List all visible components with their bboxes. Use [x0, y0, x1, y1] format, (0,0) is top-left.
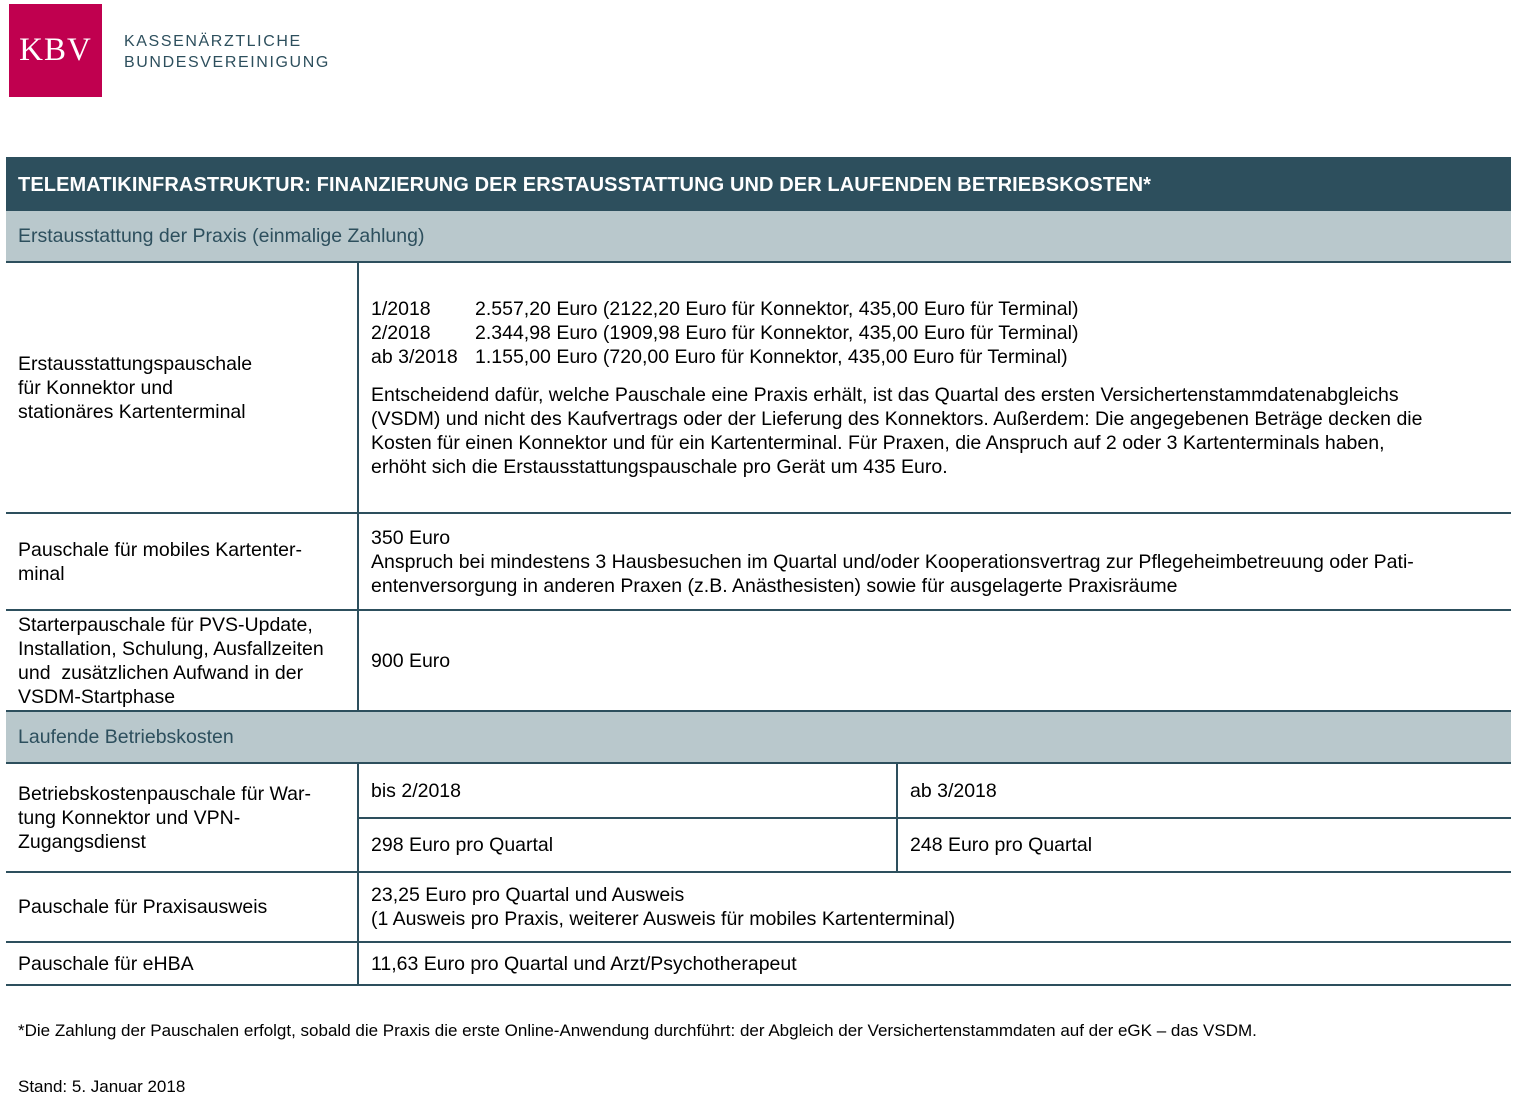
footnote: *Die Zahlung der Pauschalen erfolgt, sobald die Praxis die erste Online-Anwendung durchführt: der Abgleich der Versichertenstammdaten auf der eGK – das VSDM. [18, 1021, 1257, 1040]
erstausstattung-note: Entscheidend dafür, welche Pauschale eine Praxis erhält, ist das Quartal des ersten Versichertenstammdatenabgleichs (VSDM) und nicht des Kaufvertrags oder der Lieferung des Konnektors. Außerdem: Die angegebenen Beträge decken die Kosten für einen Konnektor und für ein Kartenterminal. Für Praxen, die Anspruch auf 2 oder 3 Kartenterminals haben, erhöht sich die Erstausstattungspauschale pro Gerät um 435 Euro. [371, 383, 1423, 478]
tariff-period: 2/2018 [371, 321, 431, 344]
row-content: 350 Euro Anspruch bei mindestens 3 Hausbesuchen im Quartal und/oder Kooperationsvertrag zur Pflegeheimbetreuung oder Pati- entenversorgung in anderen Praxen (z.B. Anästhesisten) sowie für ausgelagerte Praxisräume [358, 513, 1511, 610]
kbv-logo-mark: KBV [9, 4, 102, 97]
tariff-amount: 2.344,98 Euro (1909,98 Euro für Konnektor, 435,00 Euro für Terminal) [475, 321, 1079, 344]
tariff-period: ab 3/2018 [371, 345, 458, 368]
tariff-amount: 2.557,20 Euro (2122,20 Euro für Konnektor, 435,00 Euro für Terminal) [475, 297, 1079, 320]
table-row [6, 872, 1511, 942]
kbv-logo [9, 4, 330, 97]
table-row [6, 262, 1511, 513]
row-content [358, 262, 1511, 513]
row-label: Pauschale für eHBA [6, 942, 358, 985]
tariff-period: 1/2018 [371, 297, 431, 320]
tariff-line [371, 297, 1499, 321]
stand-date: Stand: 5. Januar 2018 [18, 1077, 186, 1096]
section-title-betriebskosten: Laufende Betriebskosten [6, 711, 1511, 763]
table-row [6, 763, 1511, 818]
financing-table [6, 157, 1511, 986]
row-label: Starterpauschale für PVS-Update, Installation, Schulung, Ausfallzeiten und zusätzlichen Aufwand in der VSDM-Startphase [6, 610, 358, 711]
row-content: 11,63 Euro pro Quartal und Arzt/Psychotherapeut [358, 942, 1511, 985]
table-row [6, 513, 1511, 610]
logo-line-2: BUNDESVEREINIGUNG [124, 53, 330, 71]
row-label: Betriebskostenpauschale für War- tung Konnektor und VPN- Zugangsdienst [6, 763, 358, 872]
table-row [6, 610, 1511, 711]
row-content: 23,25 Euro pro Quartal und Ausweis (1 Ausweis pro Praxis, weiterer Ausweis für mobiles Kartenterminal) [358, 872, 1511, 942]
section-title-erstausstattung: Erstausstattung der Praxis (einmalige Zahlung) [6, 210, 1511, 262]
row-content: 900 Euro [358, 610, 1511, 711]
row-label: Pauschale für Praxisausweis [6, 872, 358, 942]
table-title-row [6, 157, 1511, 210]
row-label: Pauschale für mobiles Kartenter- minal [6, 513, 358, 610]
tariff-line [371, 345, 1499, 369]
tariff-amount: 1.155,00 Euro (720,00 Euro für Konnektor, 435,00 Euro für Terminal) [475, 345, 1068, 368]
logo-line-1: KASSENÄRZTLICHE [124, 32, 302, 50]
table-title: TELEMATIKINFRASTRUKTUR: FINANZIERUNG DER ERSTAUSSTATTUNG UND DER LAUFENDEN BETRIEBSKOSTEN* [6, 157, 1511, 210]
row-label: Erstausstattungspauschale für Konnektor und stationäres Kartenterminal [6, 262, 358, 513]
tariff-line [371, 321, 1499, 345]
value-bis-2-2018: 298 Euro pro Quartal [358, 818, 897, 872]
period-header-bis-2-2018: bis 2/2018 [358, 763, 897, 818]
section-header-row [6, 711, 1511, 763]
section-header-row [6, 210, 1511, 262]
table-row [6, 942, 1511, 985]
kbv-logo-text [124, 31, 330, 73]
value-ab-3-2018: 248 Euro pro Quartal [897, 818, 1511, 872]
period-header-ab-3-2018: ab 3/2018 [897, 763, 1511, 818]
